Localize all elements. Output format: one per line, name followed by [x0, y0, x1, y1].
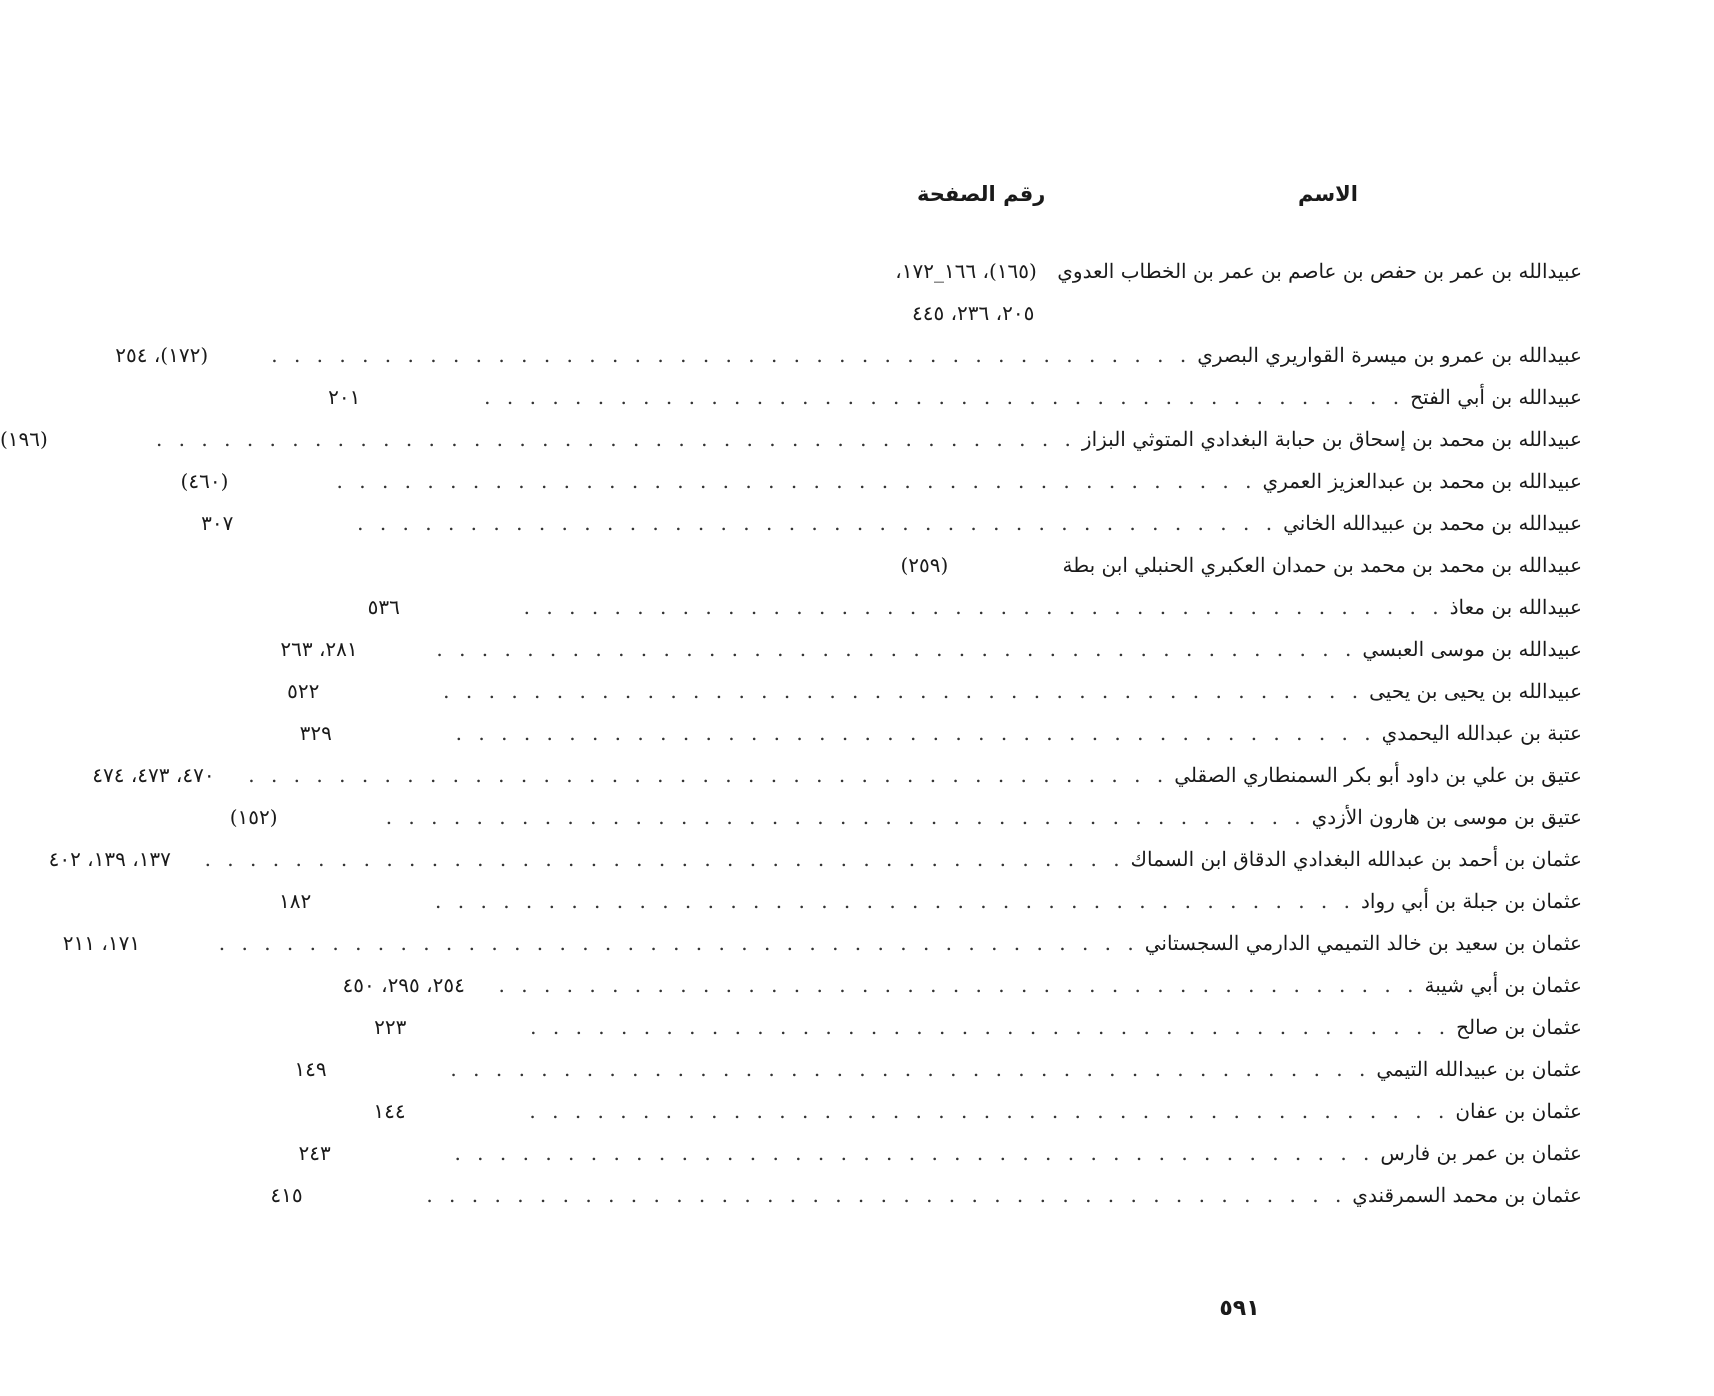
entry-name: عثمان بن محمد السمرقندي — [1352, 1183, 1582, 1207]
entry-name: عبيدالله بن محمد بن محمد بن حمدان العكبري الحنبلي ابن بطة — [1062, 553, 1582, 577]
entry-name: عبيدالله بن محمد بن عبدالعزيز العمري — [1262, 469, 1582, 493]
index-entry — [201, 502, 1582, 544]
dot-leader: . . . . . . . . . . . . . . . . . . . . . . . . . . . . . . . . . . . . . . . . . — [529, 1099, 1450, 1123]
index-entry — [92, 754, 1582, 796]
name-column-heading: الاسم — [1298, 182, 1358, 206]
entry-name: عثمان بن عفان — [1455, 1099, 1582, 1123]
page-number: ٥٩١ — [1219, 1296, 1260, 1321]
entry-name: عثمان بن عمر بن فارس — [1380, 1141, 1582, 1165]
dot-leader: . . . . . . . . . . . . . . . . . . . . . . . . . . . . . . . . . . . . . . . . . — [426, 1183, 1347, 1207]
dot-leader: . . . . . . . . . . . . . . . . . . . . . . . . . . . . . . . . . . . . . . . . . — [436, 637, 1357, 661]
entry-pages: ١٧١، ٢١١ — [62, 931, 141, 955]
entry-name: عثمان بن صالح — [1456, 1015, 1582, 1039]
entry-pages: ٣٠٧ — [201, 511, 234, 535]
entry-pages: (١٦٥)، ١٦٦_١٧٢، — [895, 259, 1037, 283]
entry-pages: (٢٥٩) — [900, 553, 949, 577]
index-header — [765, 182, 1714, 218]
dot-leader: . . . . . . . . . . . . . . . . . . . . . . . . . . . . . . . . . . . . . . . . . — [385, 805, 1306, 829]
entry-pages: ٢٨١، ٢٦٣ — [280, 637, 358, 661]
dot-leader: . . . . . . . . . . . . . . . . . . . . . . . . . . . . . . . . . . . . . . . . . — [450, 1057, 1371, 1081]
entry-pages: ٥٢٢ — [287, 679, 320, 703]
entry-name: عثمان بن أبي شيبة — [1424, 973, 1582, 997]
index-entries — [0, 250, 1582, 1216]
entry-pages: ١٣٧، ١٣٩، ٤٠٢ — [48, 847, 171, 871]
dot-leader: . . . . . . . . . . . . . . . . . . . . . . . . . . . . . . . . . . . . . . . . . — [218, 931, 1139, 955]
entry-pages: ١٤٤ — [373, 1099, 406, 1123]
dot-leader: . . . . . . . . . . . . . . . . . . . . . . . . . . . . . . . . . . . . . . . . . — [155, 427, 1076, 451]
entry-pages: ٢٢٣ — [374, 1015, 407, 1039]
index-entry — [298, 1132, 1582, 1174]
entry-name: عثمان بن عبيدالله التيمي — [1376, 1057, 1582, 1081]
index-entry — [299, 712, 1582, 754]
index-entry — [374, 1006, 1582, 1048]
entry-pages: ٢٥٤، ٢٩٥، ٤٥٠ — [342, 973, 465, 997]
index-entry — [342, 964, 1582, 1006]
entry-name: عبيدالله بن عمرو بن ميسرة القواريري البصري — [1197, 343, 1582, 367]
index-entry — [48, 838, 1582, 880]
index-entry — [180, 460, 1582, 502]
entry-pages: ٤١٥ — [270, 1183, 303, 1207]
entry-pages: (٤٦٠) — [180, 469, 229, 493]
entry-pages: ٢٠١ — [328, 385, 361, 409]
dot-leader: . . . . . . . . . . . . . . . . . . . . . . . . . . . . . . . . . . . . . . . . . — [443, 679, 1364, 703]
index-entry — [287, 670, 1582, 712]
entry-pages: ٥٣٦ — [367, 595, 400, 619]
dot-leader: . . . . . . . . . . . . . . . . . . . . . . . . . . . . . . . . . . . . . . . . . — [336, 469, 1257, 493]
entry-name: عتيق بن علي بن داود أبو بكر السمنطاري الصقلي — [1174, 763, 1582, 787]
dot-leader: . . . . . . . . . . . . . . . . . . . . . . . . . . . . . . . . . . . . . . . . . — [455, 721, 1376, 745]
index-entry — [367, 586, 1582, 628]
dot-leader: . . . . . . . . . . . . . . . . . . . . . . . . . . . . . . . . . . . . . . . . . — [484, 385, 1405, 409]
dot-leader: . . . . . . . . . . . . . . . . . . . . . . . . . . . . . . . . . . . . . . . . . — [248, 763, 1169, 787]
dot-leader: . . . . . . . . . . . . . . . . . . . . . . . . . . . . . . . . . . . . . . . . . — [435, 889, 1355, 913]
index-entry — [279, 880, 1582, 922]
entry-name: عثمان بن جبلة بن أبي رواد — [1361, 889, 1582, 913]
entry-pages: (١٩٦) — [0, 427, 48, 451]
entry-pages: ٤٧٠، ٤٧٣، ٤٧٤ — [92, 763, 215, 787]
entry-pages: ٣٢٩ — [299, 721, 332, 745]
index-entry — [115, 334, 1582, 376]
entry-name: عبيدالله بن يحيى بن يحيى — [1369, 679, 1582, 703]
entry-name: عبيدالله بن عمر بن حفص بن عاصم بن عمر بن الخطاب العدوي — [1057, 259, 1582, 283]
entry-name: عبيدالله بن أبي الفتح — [1410, 385, 1582, 409]
index-entry — [294, 1048, 1582, 1090]
index-entry — [229, 796, 1582, 838]
entry-pages: ١٤٩ — [294, 1057, 327, 1081]
entry-pages: ١٨٢ — [279, 889, 312, 913]
dot-leader: . . . . . . . . . . . . . . . . . . . . . . . . . . . . . . . . . . . . . . . . . — [204, 847, 1125, 871]
entry-name: عبيدالله بن محمد بن عبيدالله الخاني — [1283, 511, 1582, 535]
entry-name: عتيق بن موسى بن هارون الأزدي — [1311, 805, 1582, 829]
dot-leader: . . . . . . . . . . . . . . . . . . . . . . . . . . . . . . . . . . . . . . . . . — [271, 343, 1192, 367]
dot-leader: . . . . . . . . . . . . . . . . . . . . . . . . . . . . . . . . . . . . . . . . . — [357, 511, 1278, 535]
dot-leader: . . . . . . . . . . . . . . . . . . . . . . . . . . . . . . . . . . . . . . . . . — [454, 1141, 1375, 1165]
page-column-heading: رقم الصفحة — [917, 182, 1046, 206]
entry-pages: (١٥٢) — [229, 805, 278, 829]
entry-pages-continuation: ٢٠٥، ٢٣٦، ٤٤٥ — [912, 301, 1035, 325]
index-entry — [0, 418, 1582, 460]
entry-name: عثمان بن أحمد بن عبدالله البغدادي الدقاق ابن السماك — [1130, 847, 1582, 871]
entry-pages: ٢٤٣ — [298, 1141, 331, 1165]
index-entry — [270, 1174, 1582, 1216]
dot-leader: . . . . . . . . . . . . . . . . . . . . . . . . . . . . . . . . . . . . . . . . . — [530, 1015, 1451, 1039]
index-entry — [280, 628, 1582, 670]
index-entry — [328, 376, 1582, 418]
entry-name: عتبة بن عبدالله اليحمدي — [1381, 721, 1582, 745]
entry-pages: (١٧٢)، ٢٥٤ — [115, 343, 209, 367]
dot-leader: . . . . . . . . . . . . . . . . . . . . . . . . . . . . . . . . . . . . . . . . . — [523, 595, 1444, 619]
entry-name: عبيدالله بن موسى العبسي — [1362, 637, 1582, 661]
index-entry — [895, 250, 1582, 334]
index-entry — [902, 544, 1582, 586]
dot-leader: . . . . . . . . . . . . . . . . . . . . . . . . . . . . . . . . . . . . . . . . . — [498, 973, 1419, 997]
index-entry — [62, 922, 1582, 964]
index-entry — [373, 1090, 1582, 1132]
entry-name: عبيدالله بن محمد بن إسحاق بن حبابة البغدادي المتوثي البزاز — [1081, 427, 1582, 451]
entry-name: عثمان بن سعيد بن خالد التميمي الدارمي السجستاني — [1144, 931, 1582, 955]
entry-name: عبيدالله بن معاذ — [1449, 595, 1582, 619]
